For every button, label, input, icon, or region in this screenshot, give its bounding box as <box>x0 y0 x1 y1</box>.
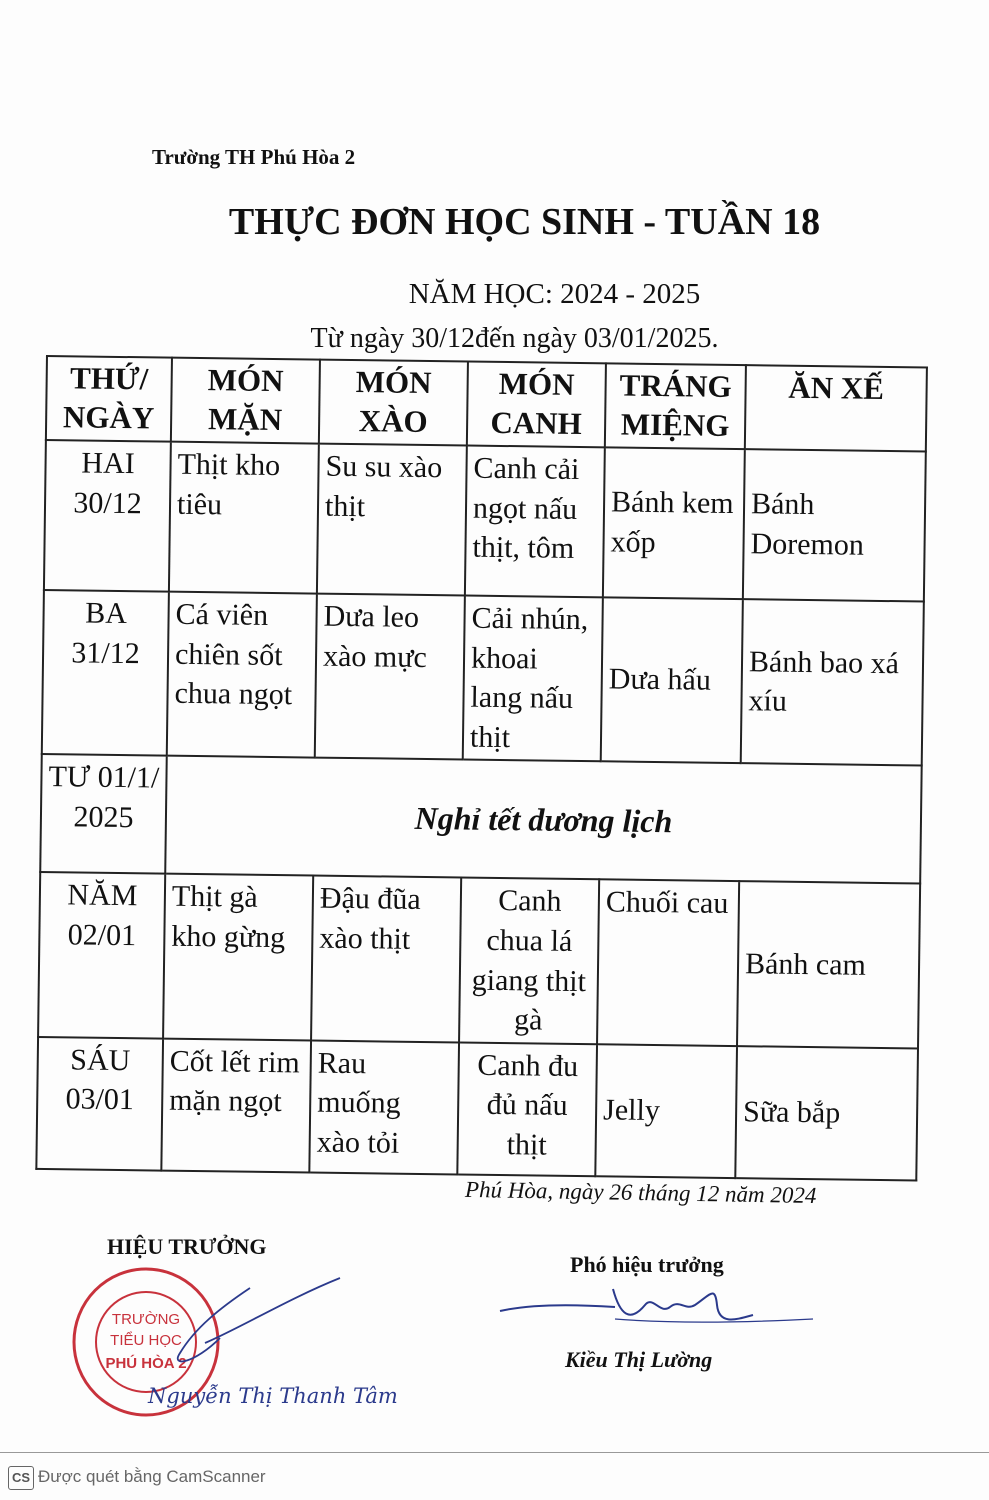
column-header-dessert: TRÁNG MIỆNG <box>605 363 746 449</box>
footer-divider <box>0 1452 989 1453</box>
table-row-friday <box>36 1037 918 1181</box>
dessert-cell: Bánh kem xốp <box>603 447 745 599</box>
principal-name: Nguyễn Thị Thanh Tâm <box>148 1384 398 1408</box>
soup-cell: Cải nhún, khoai lang nấu thịt <box>463 596 603 762</box>
day-cell: BA 31/12 <box>42 590 169 756</box>
column-header-main-dish: MÓN MẶN <box>171 358 320 444</box>
snack-cell: Sữa bắp <box>735 1046 918 1180</box>
stamp-text-line1: TRƯỜNG <box>111 1311 181 1328</box>
stamp-text-line3: PHÚ HÒA 2 <box>105 1355 187 1372</box>
column-header-stir-fry: MÓN XÀO <box>319 360 468 446</box>
stir-fry-cell: Dưa leo xào mực <box>315 594 465 760</box>
menu-table <box>35 355 928 1181</box>
stamp-text-line2: TIỂU HỌC <box>110 1332 182 1349</box>
snack-cell: Bánh cam <box>737 881 920 1048</box>
principal-title: HIỆU TRƯỞNG <box>107 1234 267 1259</box>
day-cell: TƯ 01/1/ 2025 <box>40 754 167 874</box>
main-dish-cell: Cốt lết rim mặn ngọt <box>161 1038 311 1172</box>
column-header-day: THỨ/ NGÀY <box>46 356 172 442</box>
day-cell: SÁU 03/01 <box>36 1037 163 1171</box>
camscanner-watermark: Được quét bằng CamScanner <box>38 1467 266 1486</box>
holiday-cell: Nghỉ tết dương lịch <box>165 756 921 884</box>
day-cell: NĂM 02/01 <box>38 872 165 1038</box>
table-row-thursday <box>38 872 920 1048</box>
vice-principal-signature <box>495 1275 815 1345</box>
soup-cell: Canh chua lá giang thịt gà <box>459 878 599 1044</box>
dessert-cell: Jelly <box>595 1044 737 1178</box>
main-dish-cell: Thịt kho tiêu <box>169 442 319 594</box>
snack-cell: Bánh Doremon <box>743 449 926 601</box>
page-title: THỰC ĐƠN HỌC SINH - TUẦN 18 <box>228 201 821 243</box>
signing-dateline: Phú Hòa, ngày 26 tháng 12 năm 2024 <box>464 1176 817 1209</box>
main-dish-cell: Thịt gà kho gừng <box>163 874 313 1040</box>
dessert-cell: Chuối cau <box>597 880 739 1046</box>
main-dish-cell: Cá viên chiên sốt chua ngọt <box>167 592 317 758</box>
table-row-monday <box>44 440 926 602</box>
school-year: NĂM HỌC: 2024 - 2025 <box>408 278 701 310</box>
table-row-tuesday <box>42 590 924 766</box>
dessert-cell: Dưa hấu <box>601 597 743 763</box>
principal-signature <box>100 1268 398 1428</box>
menu-table-container <box>35 355 926 1181</box>
school-name: Trường TH Phú Hòa 2 <box>152 145 356 169</box>
column-header-snack: ĂN XẾ <box>745 365 927 451</box>
table-header-row <box>46 356 927 452</box>
date-range: Từ ngày 30/12đến ngày 03/01/2025. <box>310 323 719 354</box>
stir-fry-cell: Su su xào thịt <box>317 444 467 596</box>
day-cell: HAI 30/12 <box>44 440 171 592</box>
snack-cell: Bánh bao xá xíu <box>741 599 924 766</box>
table-row-wednesday <box>40 754 921 884</box>
column-header-soup: MÓN CANH <box>467 362 606 448</box>
soup-cell: Canh cải ngọt nấu thịt, tôm <box>465 446 605 598</box>
vice-principal-title: Phó hiệu trưởng <box>570 1252 724 1277</box>
soup-cell: Canh đu đủ nấu thịt <box>457 1042 597 1176</box>
camscanner-logo-icon: CS <box>8 1466 34 1490</box>
vice-principal-name: Kiều Thị Lường <box>565 1347 713 1372</box>
stir-fry-cell: Đậu đũa xào thịt <box>311 876 461 1042</box>
stir-fry-cell: Rau muống xào tỏi <box>309 1040 459 1174</box>
